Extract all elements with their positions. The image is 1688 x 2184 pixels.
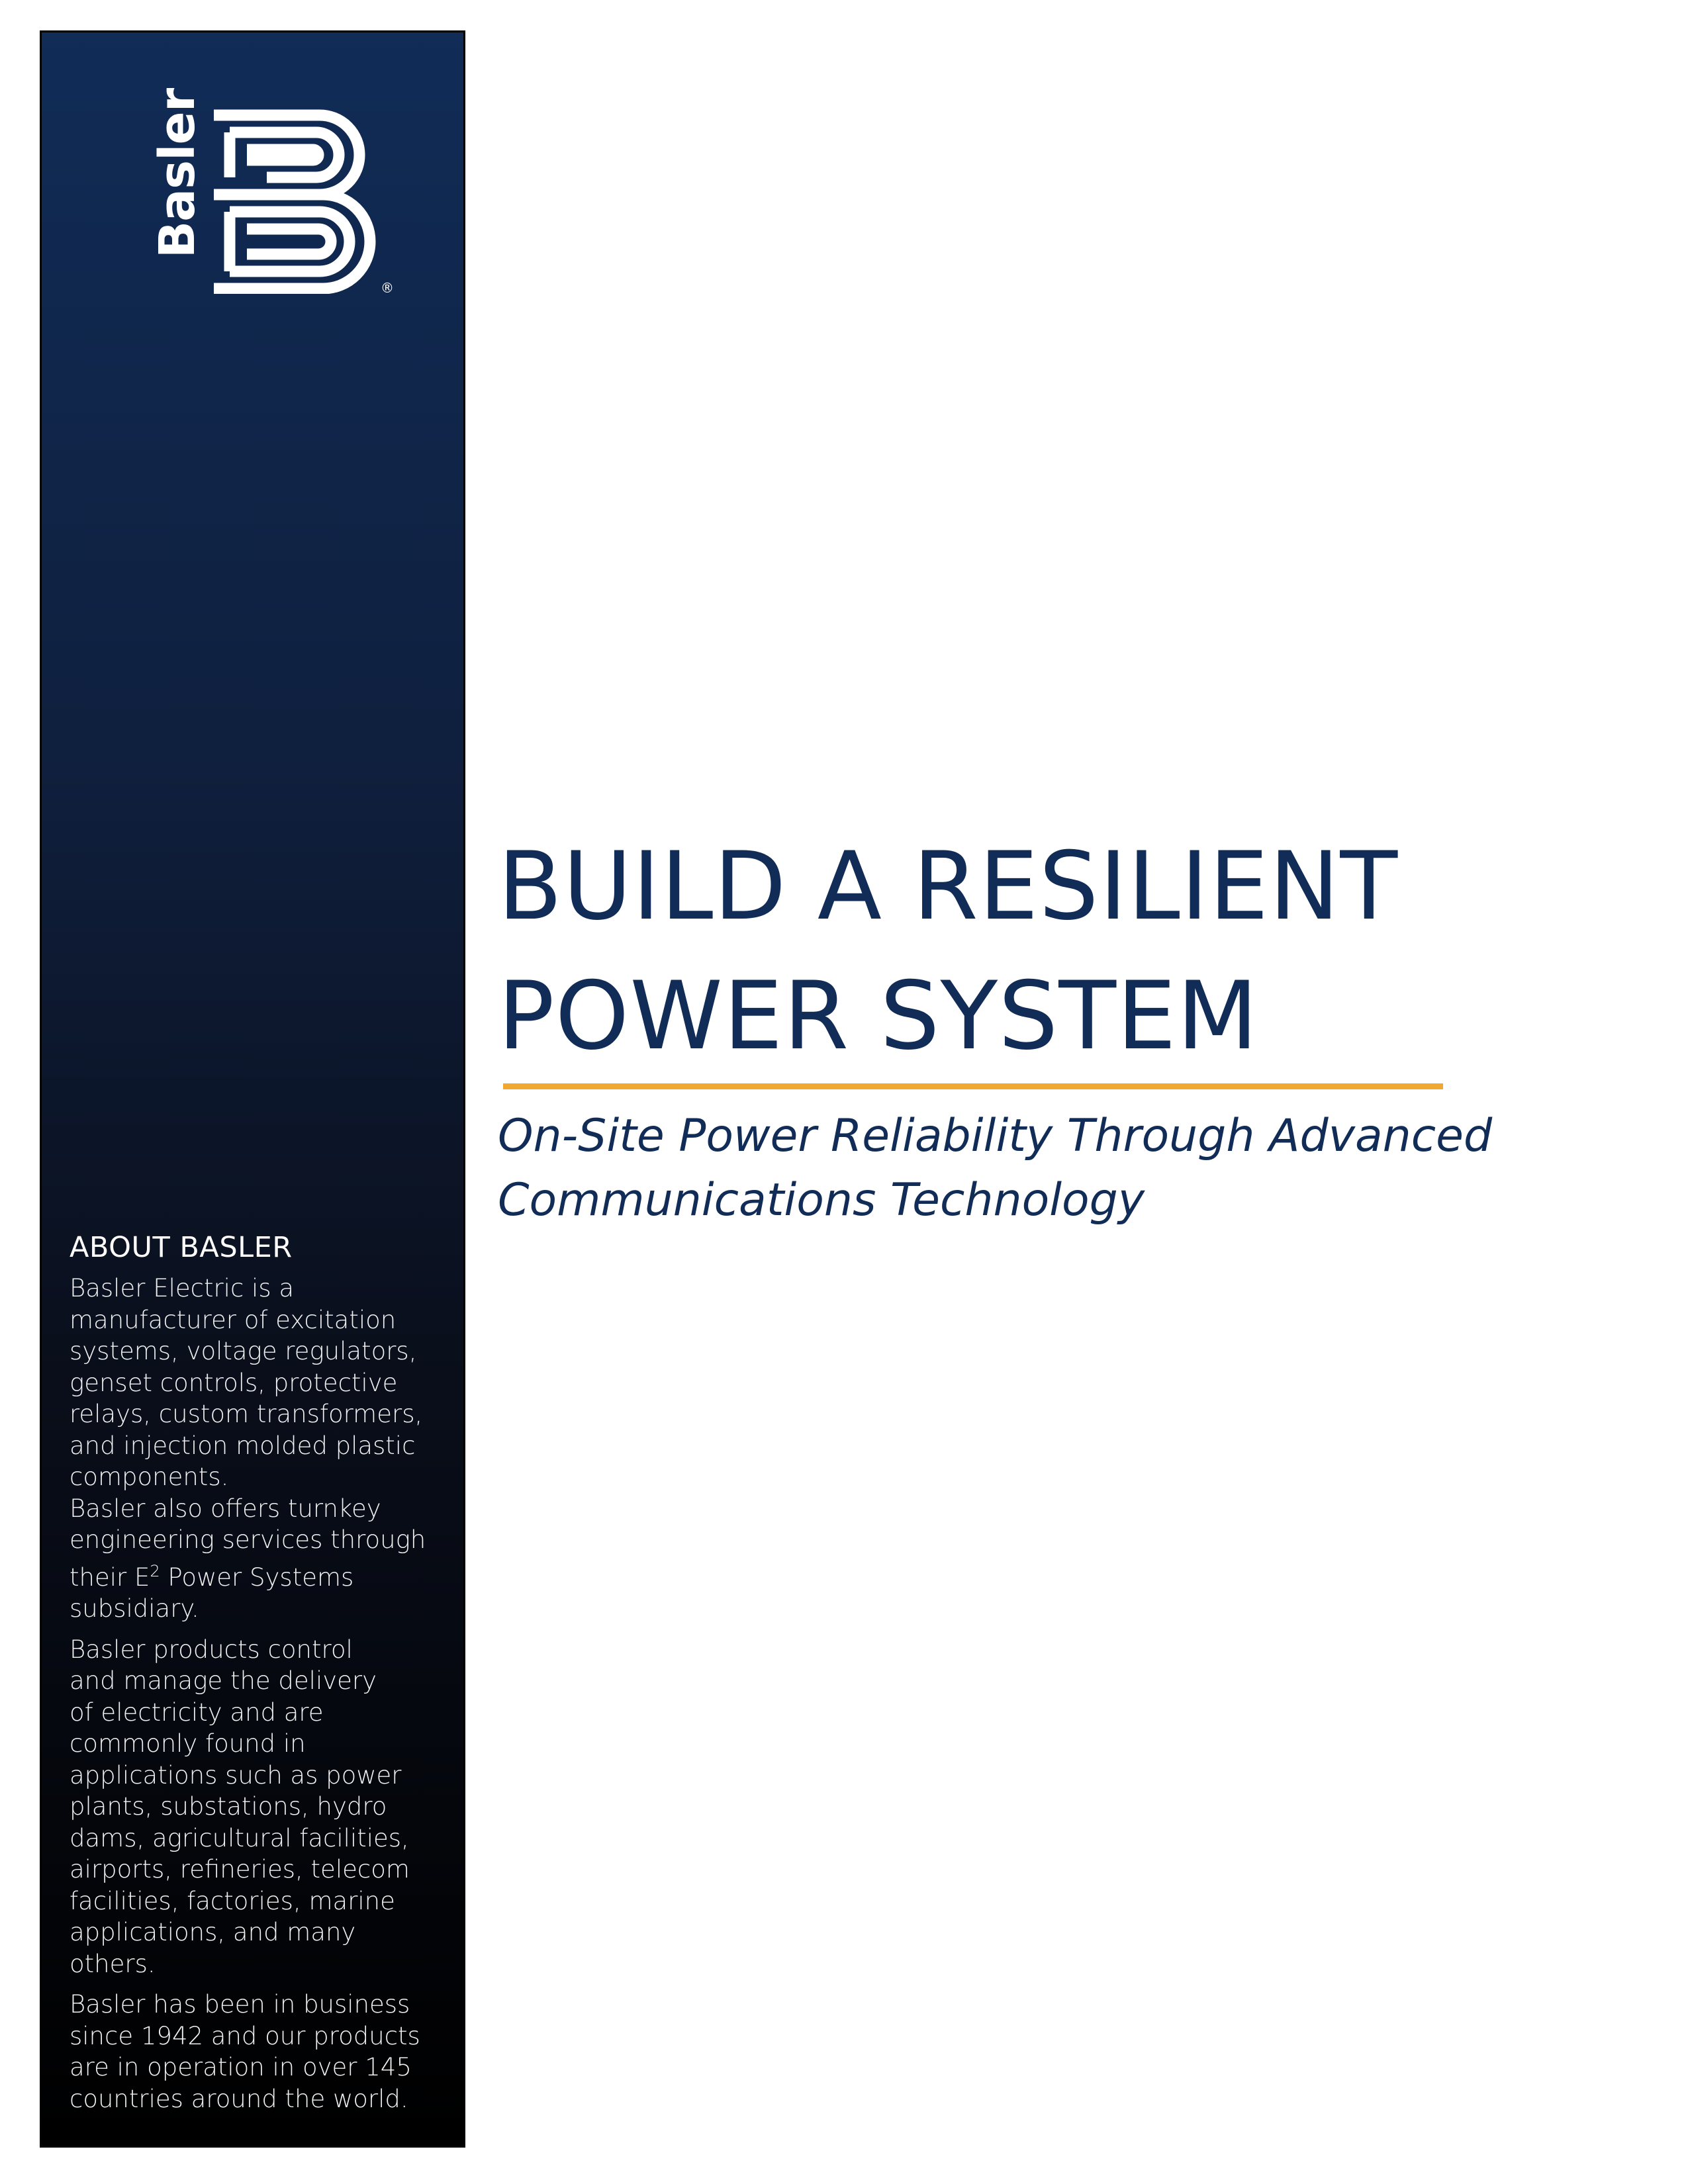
- text-line: components.: [70, 1463, 229, 1491]
- text-line: of electricity and are: [70, 1698, 324, 1727]
- about-paragraph-2: [70, 1493, 440, 1625]
- about-section: [70, 1229, 440, 2124]
- text-line: facilities, factories, marine: [70, 1886, 395, 1915]
- e2-prefix: their E: [70, 1563, 150, 1592]
- text-line: Basler Electric is a: [70, 1274, 295, 1302]
- page-subtitle: [498, 1104, 1663, 1232]
- text-line: Basler has been in business: [70, 1990, 410, 2019]
- text-line: Basler products control: [70, 1635, 353, 1664]
- logo-b-mark: [207, 109, 394, 294]
- subtitle-line: Communications Technology: [498, 1174, 1145, 1226]
- subtitle-line: On-Site Power Reliability Through Advanced: [498, 1110, 1493, 1162]
- e2-suffix: Power Systems: [160, 1563, 354, 1592]
- text-line: manufacturer of excitation: [70, 1305, 397, 1334]
- text-line: applications, and many: [70, 1918, 356, 1946]
- text-line: genset controls, protective: [70, 1368, 398, 1397]
- text-line: systems, voltage regulators,: [70, 1337, 417, 1365]
- about-paragraph-3: [70, 1634, 440, 1980]
- basler-logo: [101, 72, 412, 304]
- text-line: plants, substations, hydro: [70, 1792, 387, 1821]
- registered-mark: ®: [381, 280, 394, 294]
- about-paragraph-4: [70, 1989, 440, 2115]
- title-line: POWER SYSTEM: [498, 962, 1259, 1071]
- text-line: countries around the world.: [70, 2084, 408, 2113]
- e2-superscript: 2: [150, 1561, 160, 1580]
- title-line: BUILD A RESILIENT: [498, 832, 1399, 941]
- text-line: relays, custom transformers,: [70, 1400, 423, 1428]
- text-line: since 1942 and our products: [70, 2021, 420, 2050]
- logo-wordmark: Basler: [149, 88, 206, 259]
- text-line: and injection molded plastic: [70, 1431, 416, 1460]
- text-line: others.: [70, 1949, 156, 1978]
- about-paragraph-1: [70, 1273, 440, 1493]
- about-title: ABOUT BASLER: [70, 1231, 293, 1264]
- text-line: subsidiary.: [70, 1594, 199, 1623]
- text-line-e2: [70, 1556, 440, 1594]
- text-line: engineering services through: [70, 1525, 426, 1554]
- page-title: [498, 822, 1623, 1081]
- text-line: applications such as power: [70, 1760, 402, 1790]
- text-line: and manage the delivery: [70, 1666, 377, 1695]
- text-line: dams, agricultural facilities,: [70, 1823, 409, 1852]
- title-divider: [503, 1083, 1443, 1089]
- sidebar-panel: [40, 30, 465, 2148]
- text-line: airports, refineries, telecom: [70, 1855, 410, 1884]
- text-line: commonly found in: [70, 1729, 306, 1758]
- text-line: are in operation in over 145: [70, 2053, 412, 2081]
- text-line: Basler also offers turnkey: [70, 1494, 381, 1523]
